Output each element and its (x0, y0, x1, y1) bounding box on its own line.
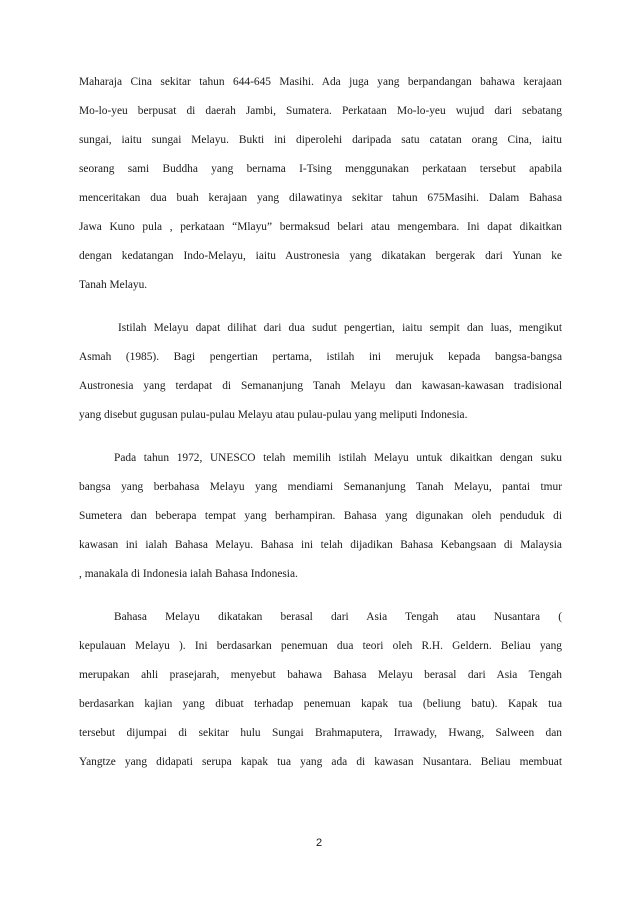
text-line: merupakan ahli prasejarah, menyebut bahawa Bahasa Melayu berasal dari Asia Tengah (79, 669, 562, 681)
text-line: , manakala di Indonesia ialah Bahasa Indonesia. (79, 568, 298, 580)
text-line: dengan kedatangan Indo-Melayu, iaitu Austronesia yang dikatakan bergerak dari Yunan ke (79, 250, 562, 262)
text-line: menceritakan dua buah kerajaan yang dilawatinya sekitar tahun 675Masihi. Dalam Bahasa (79, 192, 562, 204)
paragraph (79, 603, 562, 777)
text-line: seorang sami Buddha yang bernama I-Tsing menggunakan perkataan tersebut apabila (79, 163, 562, 175)
text-line: Mo-lo-yeu berpusat di daerah Jambi, Sumatera. Perkataan Mo-lo-yeu wujud dari sebatang (79, 105, 562, 117)
text-line: kepulauan Melayu ). Ini berdasarkan penemuan dua teori oleh R.H. Geldern. Beliau yang (79, 640, 562, 652)
text-line: Yangtze yang didapati serupa kapak tua yang ada di kawasan Nusantara. Beliau membuat (79, 756, 562, 768)
document-body (79, 68, 562, 777)
text-line: tersebut dijumpai di sekitar hulu Sungai Brahmaputera, Irrawady, Hwang, Salween dan (79, 727, 562, 739)
text-line: Asmah (1985). Bagi pengertian pertama, istilah ini merujuk kepada bangsa-bangsa (79, 351, 562, 363)
text-line: Jawa Kuno pula , perkataan “Mlayu” bermaksud belari atau mengembara. Ini dapat dikaitkan (79, 221, 562, 233)
text-line: yang disebut gugusan pulau-pulau Melayu atau pulau-pulau yang meliputi Indonesia. (79, 409, 468, 421)
paragraph (79, 444, 562, 589)
page-number: 2 (315, 837, 323, 849)
paragraph (79, 314, 562, 430)
text-line: sungai, iaitu sungai Melayu. Bukti ini diperolehi daripada satu catatan orang Cina, iaitu (79, 134, 562, 146)
text-line: Pada tahun 1972, UNESCO telah memilih istilah Melayu untuk dikaitkan dengan suku (114, 452, 562, 464)
paragraph (79, 68, 562, 300)
text-line: Tanah Melayu. (79, 279, 148, 291)
text-line: Maharaja Cina sekitar tahun 644-645 Masihi. Ada juga yang berpandangan bahawa kerajaan (79, 76, 562, 88)
text-line: bangsa yang berbahasa Melayu yang mendiami Semananjung Tanah Melayu, pantai tmur (79, 481, 562, 493)
text-line: Bahasa Melayu dikatakan berasal dari Asia Tengah atau Nusantara ( (114, 611, 562, 623)
text-line: Sumetera dan beberapa tempat yang berhampiran. Bahasa yang digunakan oleh penduduk di (79, 510, 562, 522)
text-line: kawasan ini ialah Bahasa Melayu. Bahasa ini telah dijadikan Bahasa Kebangsaan di Malaysia (79, 539, 562, 551)
text-line: Istilah Melayu dapat dilihat dari dua sudut pengertian, iaitu sempit dan luas, mengikut (118, 322, 562, 334)
text-line: berdasarkan kajian yang dibuat terhadap penemuan kapak tua (beliung batu). Kapak tua (79, 698, 562, 710)
text-line: Austronesia yang terdapat di Semananjung Tanah Melayu dan kawasan-kawasan tradisional (79, 380, 562, 392)
